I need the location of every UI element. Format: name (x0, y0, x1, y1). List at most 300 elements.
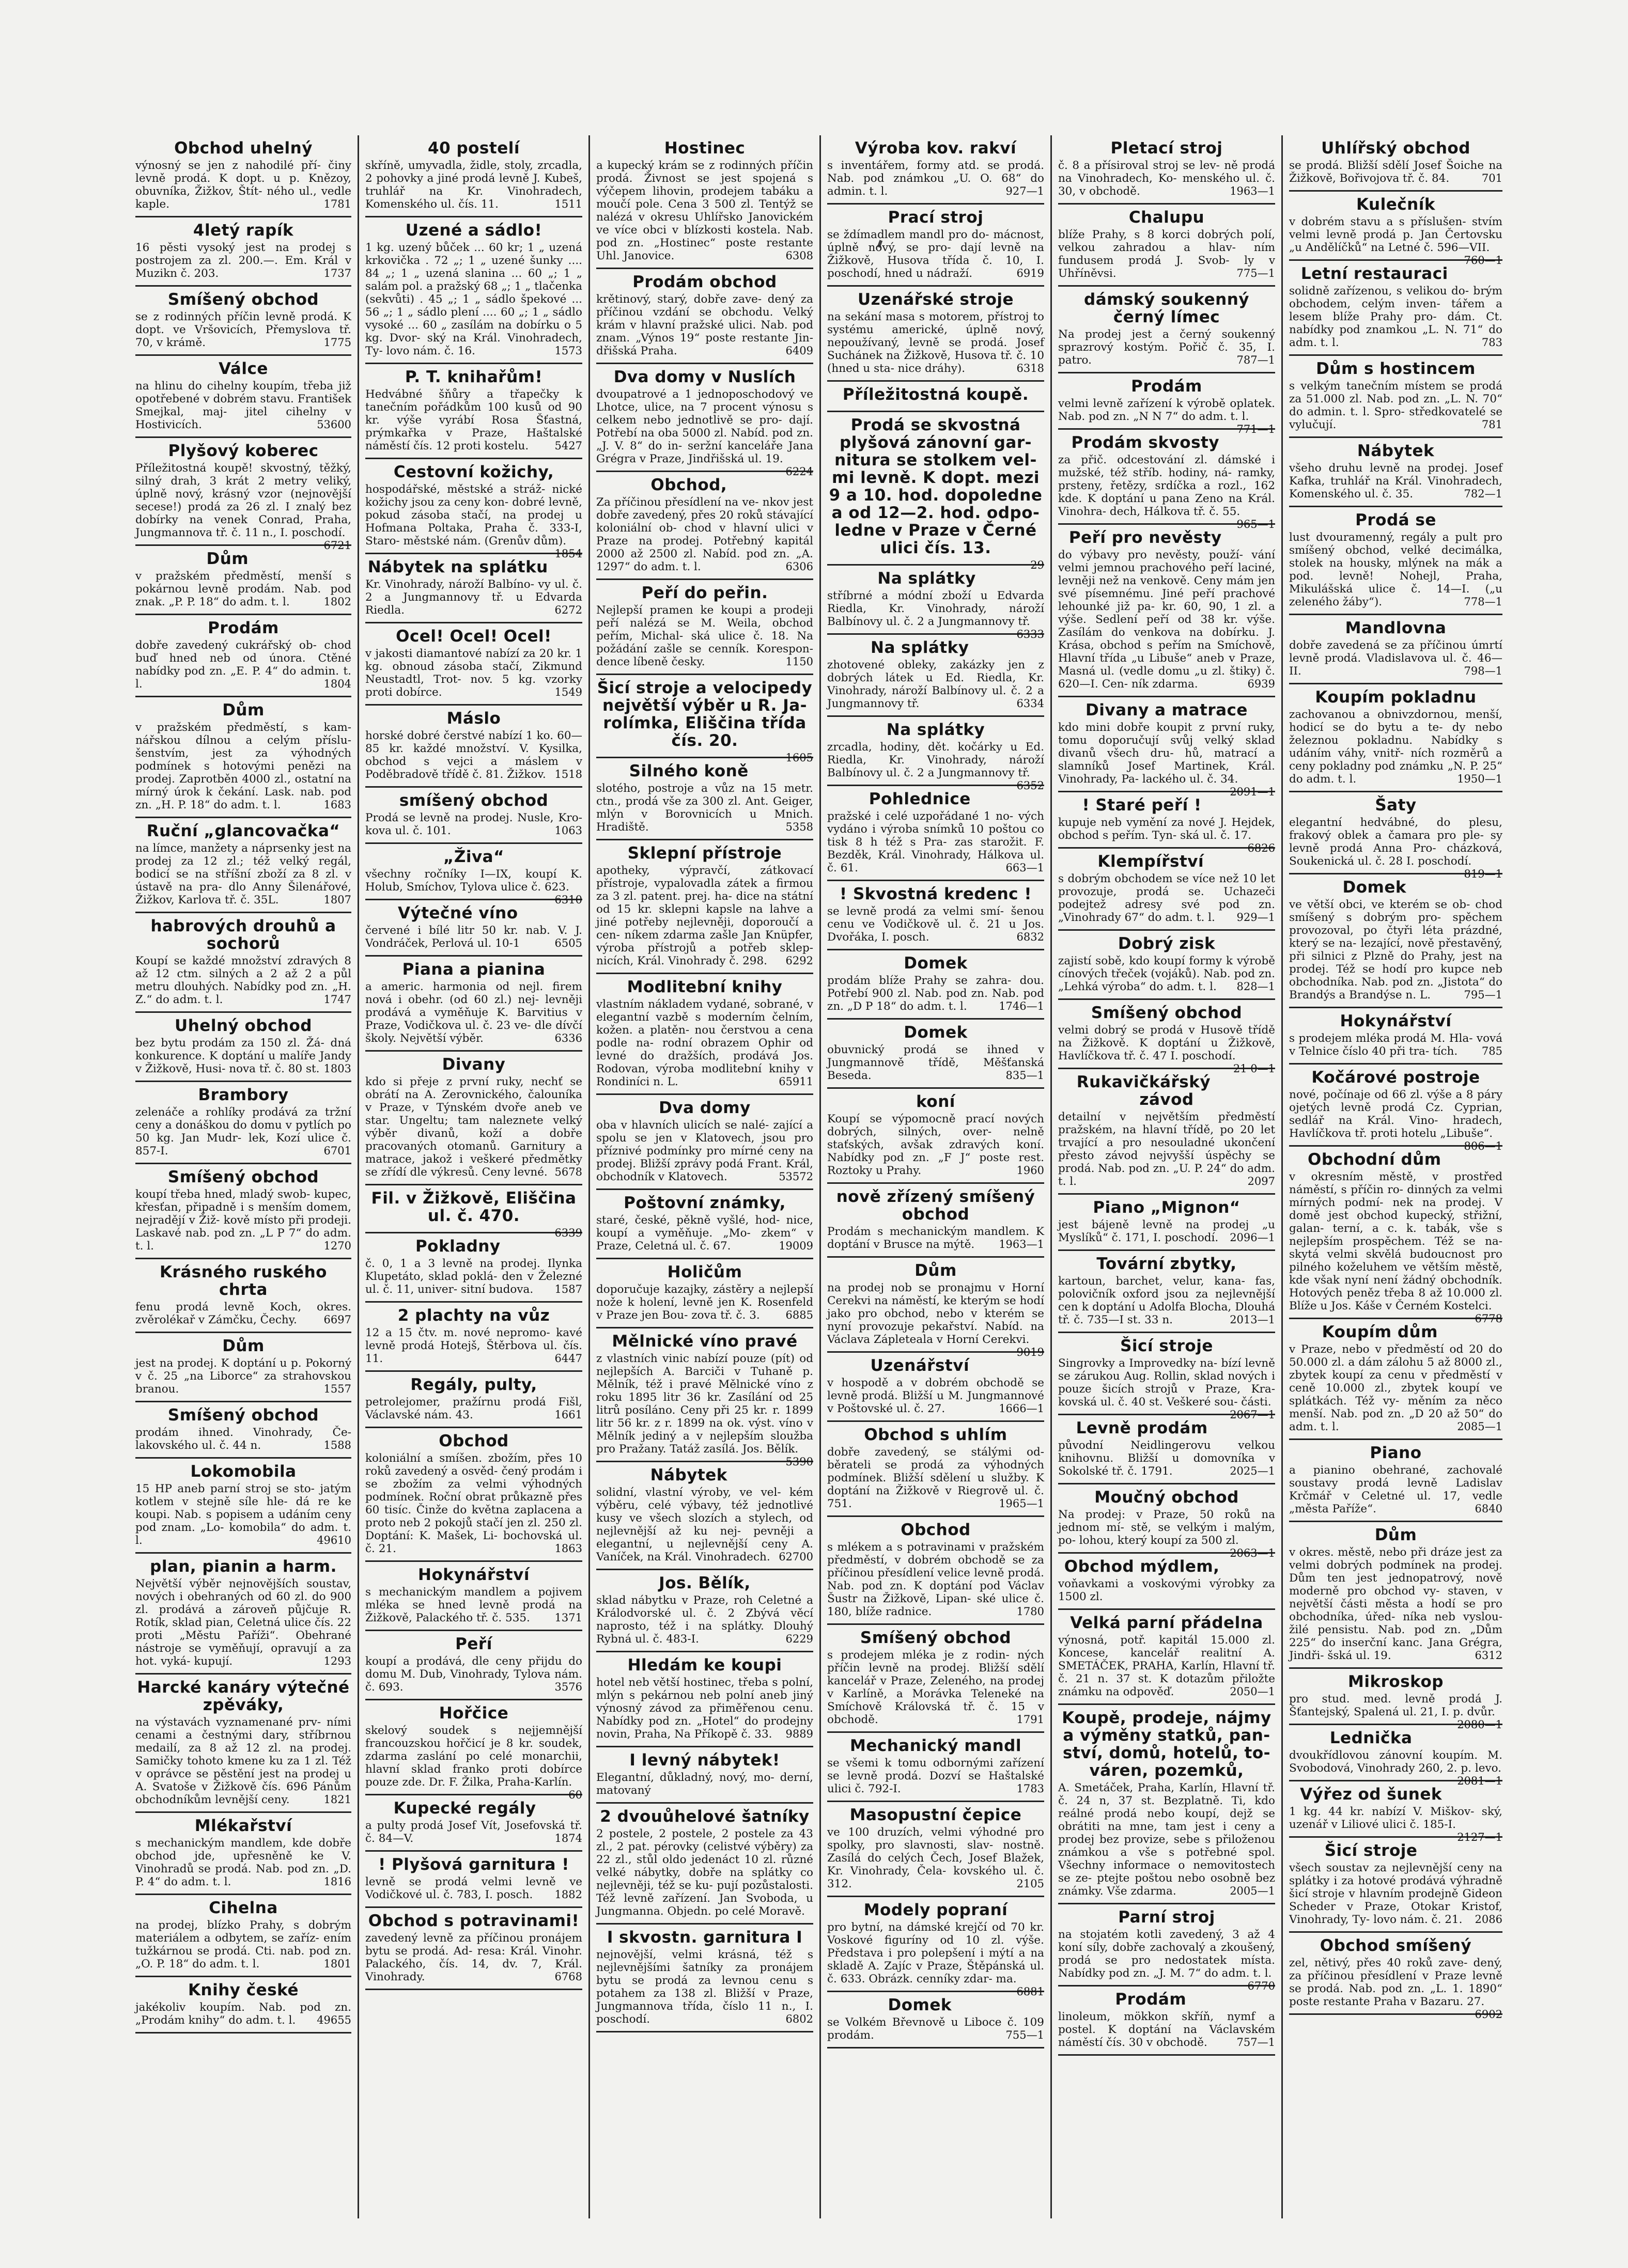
ad-body: zrcadla, hodiny, dět. kočárky u Ed. Riedla, Kr. Vinohrady, nároží Balbínovy ul. č. 2 a Jungmannovy tř. (827, 741, 1044, 779)
ad-text (827, 1649, 1044, 1726)
ad-number: 1781 (323, 198, 351, 210)
ad-number: 1965—1 (999, 1497, 1044, 1510)
classified-ad (365, 554, 582, 623)
ad-body: všech soustav za nejlevnější ceny na splátky i za hotové prodává výhradně šicí stroje v hlavním prodejně Gideon Scheder v Praze, Otokar Kristof, Vinohrady, Ty- lovo nám. č. 21. (1289, 1862, 1502, 1926)
classified-column (1284, 135, 1508, 2218)
ad-text (365, 388, 582, 452)
ad-number: 1960 (1016, 1164, 1044, 1177)
ad-text (135, 639, 351, 691)
ad-heading: Masopustní čepice (849, 1806, 1022, 1824)
ad-body: Prodám s mechanickým mandlem. K doptání v Brusce na mýtě. (827, 1225, 1044, 1251)
ad-number: 798—1 (1464, 665, 1502, 677)
ad-number: 2105 (1016, 1878, 1044, 1890)
classified-ad (1289, 192, 1502, 267)
classified-ad (1289, 1440, 1502, 1522)
classified-column (360, 135, 587, 2218)
ad-text (1058, 549, 1275, 691)
ad-body: Singrovky a Improvedky na- bízí levně se zárukou Aug. Rollin, sklad nových i pouze šicích strojů v Praze, Kra- kovská ul. č. 40 st. Veškeré sou- části. (1058, 1357, 1275, 1409)
ad-text (135, 1426, 351, 1452)
ad-heading: Hořčice (439, 1704, 509, 1723)
ad-number: 6505 (554, 937, 582, 949)
classified-ad (365, 1303, 582, 1372)
ad-heading: dámský soukenný černý límec (1084, 290, 1249, 326)
ad-text (596, 1119, 813, 1183)
classified-ad (596, 1190, 813, 1259)
ad-body: zhotovené obleky, zakázky jen z dobrých látek u Ed. Riedla, Kr. Vinohrady, nároží Balbínovy ul. č. 2 a Jungmannovy tř. (827, 659, 1044, 710)
ad-heading: Uzené a sádlo! (405, 221, 542, 240)
ad-body: 1 kg. 44 kr. nabízí V. Miškov- ský, uzenář v Liliové ulici č. 185-I. (1289, 1805, 1502, 1831)
ad-body: vlastním nákladem vydané, sobrané, v elegantní vazbě s moderním čelním, kožen. a platěn- nou čerstvou a cena podle na- rodní obrazem Ophir od levné do dražších, prodává Jos. Rodovan, výroba modlitební knihy v Rondiníci n. L. (596, 998, 813, 1088)
ad-number: 663—1 (1005, 862, 1044, 874)
ad-heading: Pletací stroj (1110, 139, 1223, 158)
classified-ad (827, 1517, 1044, 1625)
ad-text (1289, 816, 1502, 880)
ad-body: prodám blíže Prahy se zahra- dou. Potřebí 900 zl. Nab. pod zn. Nab. pod zn. „D P 18“ do adm. t. l. (827, 974, 1044, 1013)
ad-text (596, 998, 813, 1088)
ad-body: oba v hlavních ulicích se nalé- zající a spolu se jen v Klatovech, jsou pro příznivé podmínky pro mírné ceny na prodej. Bližší zprávy podá Frant. Král, obchodník v Klatovech. (596, 1119, 813, 1183)
ad-number: 5358 (785, 821, 813, 833)
ad-text (827, 2016, 1044, 2042)
classified-ad (596, 1747, 813, 1804)
ad-body: na stojatém kotli zavedený, 3 až 4 koní síly, dobře zachovalý a zkoušený, prodá se pro nedostatek místa. Nabídky pod zn. „J. M. 7“ do adm. t. l. (1058, 1928, 1275, 1980)
ad-heading: Krásného ruského chrta (160, 1263, 327, 1299)
ad-heading: Holičům (667, 1263, 742, 1281)
column-rule (588, 135, 590, 2218)
ad-number: 6697 (323, 1313, 351, 1326)
ad-heading: Prodám (1115, 1990, 1187, 2009)
ad-body: lust dvouramenný, regály a pult pro smíšený obchod, velké decimálka, stolek na housky, mlýnek na mák a pod. levně! Nohejl, Praha, Mikulášská ulice č. 14—I. („u zeleného žáby“). (1289, 531, 1502, 608)
ad-body: apotheky, výpravčí, zátkovací přístroje, vypalovadla zátek a firmou za 3 zl. patent. prej. ha- dice na státní od 15 kr. sklepni kapsle na lahve a jiné potřeby nejlevněji, doporoučí a cen- níkem zdarma zašle Jan Knüpfer, výroba přístrojů a potřeb sklep- nicích, Král. Vinohrady č. 298. (596, 864, 813, 967)
ad-body: se prodá. Bližší sdělí Josef Šoiche na Žižkově, Bořivojova tř. č. 84. (1289, 159, 1502, 185)
ad-text (1058, 453, 1275, 530)
ad-heading: Mikroskop (1348, 1672, 1444, 1691)
ad-body: zelenáče a rohlíky prodává za tržní ceny a donáškou do domu v pytlích po 50 kg. Jan Mudr- lek, Kozí ulice č. 857-I. (135, 1106, 351, 1158)
classified-ad (1289, 135, 1502, 192)
classified-ad (365, 623, 582, 706)
ad-number: 1783 (1016, 1782, 1044, 1795)
ad-heading: Lednička (1329, 1729, 1413, 1747)
ad-text (1058, 1024, 1275, 1075)
ad-text (1058, 816, 1275, 854)
ad-heading: Uzenářské stroje (857, 290, 1014, 309)
ad-number: 49655 (317, 2014, 351, 2026)
ad-number: 1511 (554, 198, 582, 210)
classified-ad (827, 635, 1044, 717)
ad-heading: Obchod uhelný (174, 139, 313, 158)
ad-heading: Obchod s potravinami! (368, 1912, 580, 1930)
ad-body: zachovanou a obnivzdornou, menší, hodicí se do bytu a te- dy nebo železnou pokladnu. Nabídky s udáním váhy, vnitř- ních rozměrů a ceny pokladny pod známku „N. P. 25“ do adm. t. l. (1289, 708, 1502, 786)
ad-body: s inventářem, formy atd. se prodá. Nab. pod známkou „U. O. 68“ do admin. t. l. (827, 159, 1044, 198)
classified-ad (596, 758, 813, 840)
ad-heading: Uhelný obchod (175, 1016, 312, 1035)
ad-body: se ždímadlem mandl pro do- mácnost, úplně nový, se pro- dají levně na Žižkově, Husova třída č. 10, I. poschodí, hned u nádraží. (827, 228, 1044, 280)
ad-text (827, 810, 1044, 874)
ad-body: dobře zavedený, se stálými od- běrateli se prodá za výhodných podmínek. Bližší sdělení u služby. K doptání na Žižkově v Riegrově ul. č. 751. (827, 1446, 1044, 1510)
ad-text (365, 868, 582, 906)
ad-number: 6272 (554, 604, 582, 616)
ad-text (365, 729, 582, 781)
ad-number: 755—1 (1005, 2029, 1044, 2041)
ad-text (1058, 328, 1275, 367)
classified-ad (365, 1052, 582, 1185)
ad-number: 3576 (554, 1681, 582, 1693)
ad-body: původní Neidlingerovu velkou knihovnu. Bližší u domovníka v Sokolské tř. č. 1791. (1058, 1439, 1275, 1478)
ad-text (1058, 1357, 1275, 1421)
ad-body: 2 postele, 2 postele, 2 postele za 43 zl., 2 pat. pérovky (celistvé výběry) za 22 zl., stůl oldo jedenáct 10 zl. různé velké nábytky, dobře na splátky co nejlevněji, též se ku- pují pozůstalosti. Též levně zařízení. Jan Svoboda, u Jungmanna. Objedn. po celé Moravě. (596, 1827, 813, 1918)
classified-ad (827, 287, 1044, 382)
classified-ad (365, 1562, 582, 1631)
ad-heading: Obchod smíšený (1320, 1936, 1472, 1955)
ad-body: za přič. odcestování zl. dámské i mužské, též stříb. hodiny, ná- ramky, prsteny, řetězy, srdíčka a rozl., 162 kde. K doptání u pana Zeno na Král. Vinohra- dech, Hálkova tř. č. 55. (1058, 453, 1275, 518)
ad-body: se levně prodá za velmi smí- šenou cenu ve Vodičkově ul. č. 21 u Jos. Dvořáka, I. posch. (827, 905, 1044, 944)
classified-ad (135, 818, 351, 913)
ad-text (827, 1225, 1044, 1251)
ad-number: 6768 (554, 1970, 582, 1983)
ad-heading: Obchodní dům (1308, 1150, 1441, 1169)
classified-ad (596, 1095, 813, 1190)
ad-body: v dobrém stavu a s příslušen- stvím velmi levně prodá p. Jan Čertovsku „u Andělíčků“ na Letné č. 596—VII. (1289, 215, 1502, 254)
ad-text (365, 647, 582, 699)
ad-text (135, 1037, 351, 1075)
ad-number: 6306 (785, 560, 813, 573)
ad-number: 701 (1481, 172, 1502, 184)
ad-heading: 2 plachty na vůz (397, 1306, 550, 1325)
classified-ad (365, 459, 582, 560)
ad-number: 927—1 (1005, 185, 1044, 197)
ad-body: a americ. harmonia od nejl. firem nová i obehr. (od 60 zl.) nej- levněji prodává a vyměňuje K. Barvitius v Praze, Vodičkova ul. č. 23 ve- dle dívčí školy. Největší výběr. (365, 980, 582, 1045)
ad-heading: Dům (222, 1337, 265, 1355)
ad-body: dvoupatrové a 1 jednoposchodový ve Lhotce, ulice, na 7 procent výnosu s celkem nebo jednotlivě se pro- dají. Potřebí na oba 5000 zl. Nabíd. pod zn. „J. V. 8“ do in- seržní kanceláře Jana Grégra v Praze, Jindřišská ul. 19. (596, 388, 813, 465)
ad-heading: Peří (455, 1635, 492, 1653)
ad-number: 6312 (1475, 1649, 1502, 1662)
classified-ad (1058, 1705, 1275, 1904)
ad-text (1058, 955, 1275, 993)
ad-number: 2050—1 (1230, 1685, 1275, 1698)
ad-number: 785 (1481, 1045, 1502, 1057)
ad-heading: Dům (914, 1261, 957, 1280)
classified-column (591, 135, 818, 2218)
ad-heading: Levně prodám (1076, 1419, 1208, 1437)
ad-number: 1804 (323, 678, 351, 690)
classified-ad (827, 1625, 1044, 1733)
classified-ad (135, 1402, 351, 1459)
classified-column (1053, 135, 1280, 2218)
classified-ad (596, 1652, 813, 1747)
ad-text (365, 1075, 582, 1179)
ad-heading: plan, pianin a harm. (150, 1557, 337, 1576)
ad-text (1058, 1218, 1275, 1244)
ad-number: 6832 (1016, 931, 1044, 943)
ad-body: pražské i celé uzpořádané 1 no- vých vydáno i výroba snímků 10 poštou co tisk 8 h též s Pra- zas starožit. F. Bezděk, Král. Vinohrady, Hálkova ul. č. 61. (827, 810, 1044, 874)
classified-ad (1289, 261, 1502, 356)
ad-heading: Chalupu (1128, 208, 1205, 227)
ad-text (1289, 1170, 1502, 1325)
ad-number: 6701 (323, 1145, 351, 1157)
classified-ad (1058, 1069, 1275, 1195)
ad-heading: Plyšový koberec (168, 442, 319, 460)
ad-heading: Moučný obchod (1094, 1488, 1239, 1507)
ad-heading: Dva domy v Nuslích (613, 368, 796, 386)
ad-number: 1557 (323, 1383, 351, 1395)
ad-number: 2005—1 (1230, 1885, 1275, 1897)
ad-heading: Parní stroj (1118, 1908, 1215, 1927)
ad-body: stříbrné a módní zboží u Edvarda Riedla, Kr. Vinohrady, nároží Balbínovy ul. č. 2 a Jungmannovy tř. (827, 589, 1044, 628)
newspaper-classified-page (130, 135, 1508, 2218)
ad-body: všechny ročníky I—IX, koupí K. Holub, Smíchov, Tylova ulice č. 623. (365, 868, 582, 894)
classified-ad (1058, 205, 1275, 287)
ad-body: Elegantní, důkladný, nový, mo- derní, matovaný (596, 1771, 813, 1797)
ad-heading: Peří do peřin. (641, 584, 768, 602)
ad-text (135, 380, 351, 431)
ad-number: 29 (1030, 559, 1044, 571)
ad-heading: Koupím pokladnu (1315, 688, 1477, 707)
classified-ad (365, 1428, 582, 1562)
ad-text (365, 924, 582, 950)
ad-number: 2081—1 (1457, 1775, 1502, 1787)
ad-number: 1775 (323, 336, 351, 349)
ad-body: hotel neb větší hostinec, třeba s polní, mlýn s pekárnou neb polní aneb jiný výnosný závod za přiměřenou cenu. Nabídky pod zn. „Hotel“ do prodejny novin, Praha, Na Příkopě č. 33. (596, 1676, 813, 1741)
ad-body: s mechanickým mandlem a pojivem mléka se hned levně prodá na Žižkově, Palackého tř. č. 535. (365, 1586, 582, 1624)
ad-text (827, 741, 1044, 792)
classified-ad (365, 900, 582, 957)
ad-heading: Brambory (198, 1086, 289, 1104)
classified-ad (365, 1372, 582, 1428)
ad-text (827, 1921, 1044, 1998)
ad-heading: Piano „Mignon“ (1093, 1198, 1241, 1217)
classified-ad (827, 717, 1044, 792)
classified-ad (1058, 430, 1275, 530)
ad-body: zajistí sobě, kdo koupí formy k výrobě cínových třeček (vojáků). Nab. pod zn. „Lehká výroba“ do adm. t. l. (1058, 955, 1275, 993)
ad-number: 2067—1 (1230, 1409, 1275, 1421)
ad-number: 1821 (323, 1793, 351, 1806)
ad-heading: Smíšený obchod (167, 1406, 319, 1425)
ad-text (827, 1541, 1044, 1618)
classified-ad (596, 840, 813, 974)
ad-text (1058, 1508, 1275, 1559)
ad-number: 6409 (785, 345, 813, 357)
ad-number: 2097 (1247, 1175, 1275, 1187)
ad-number: 1666—1 (999, 1402, 1044, 1415)
ad-heading: Mechanický mandl (849, 1737, 1022, 1755)
ad-text (1289, 639, 1502, 678)
ad-text (365, 1396, 582, 1421)
ad-heading: Prodám (1131, 377, 1202, 396)
ad-number: 1874 (554, 1832, 582, 1844)
ad-body: na výstavách vyznamenané prv- ními cenami a čestnými dary, stříbrnou medailí, za 8 až 12 zl. na prodej. Samičky tohoto kmene ku za 1 zl. Též v oprávce se pěstění jest na prodej u A. Svatoše v Žižkově čís. 696 Pánům obchodníkům levnější ceny. (135, 1716, 351, 1806)
ad-text (596, 1827, 813, 1918)
ad-body: detailní v největším předměstí pražském, na hlavní třídě, po 20 let trvající a pro nesouladné ukončení přesto závod nejvyšší úspěchy se prodá. Nab. pod zn. „U. P. 24“ do adm. t. l. (1058, 1110, 1275, 1188)
ad-text (827, 1113, 1044, 1177)
ad-heading: Koupím dům (1322, 1323, 1438, 1341)
ad-text (135, 570, 351, 608)
ad-body: pro stud. med. levně prodá J. Šťantejský, Spalená ul. 21, I. p. dvůr. (1289, 1693, 1502, 1718)
ad-body: sklad nábytku v Praze, roh Celetné a Králodvorské ul. č. 2 Zbývá věcí naprosto, též i na splátky. Dlouhý Rybná ul. č. 483-I. (596, 1594, 813, 1646)
column-rule (1050, 135, 1052, 2218)
ad-heading: Modely popraní (863, 1901, 1008, 1919)
ad-body: v hospodě a v dobrém obchodě se levně prodá. Bližší u M. Jungmannové v Poštovské ul. č. 27. (827, 1377, 1044, 1415)
ad-number: 787—1 (1236, 354, 1275, 366)
ad-text (1289, 1032, 1502, 1058)
ad-body: a pulty prodá Josef Vít, Josefovská tř. č. 84—V. (365, 1819, 582, 1845)
ad-text (827, 310, 1044, 375)
ad-number: 6721 (323, 539, 351, 552)
ad-heading: Domek (1342, 878, 1407, 897)
ad-text (365, 241, 582, 357)
ad-number: 6224 (785, 465, 813, 478)
classified-ad (827, 881, 1044, 950)
ad-heading: Obchod (439, 1432, 509, 1450)
ad-heading: nově zřízený smíšený obchod (836, 1187, 1035, 1224)
ad-number: 2086 (1475, 1913, 1502, 1926)
ad-heading: ! Plyšová garnitura ! (378, 1855, 569, 1874)
ad-number: 6352 (1016, 779, 1044, 792)
ad-text (596, 1214, 813, 1253)
classified-ad (135, 1333, 351, 1402)
classified-ad (1289, 1781, 1502, 1843)
ad-body: nejnovější, velmi krásná, též s nejlevnějšími šatníky za pronájem bytu se prodá za levnou cenu s potahem za 138 zl. Bližší v Praze, Jungmannova třída, číslo 11 n., I. poschodí. (596, 1948, 813, 2026)
ad-heading: Obchod, (650, 476, 727, 494)
ad-body: pro bytní, na dámské krejčí od 70 kr. Voskové figuríny od 10 zl. výše. Představa i pro polepšení i mýtí a na skladě A. Zajíc v Praze, Štěpánská ul. č. 633. Obrázk. cenníky zdar- ma. (827, 1921, 1044, 1985)
ad-heading: Knihy české (188, 1981, 299, 1999)
ad-text (596, 1676, 813, 1741)
column-rule (819, 135, 821, 2218)
ad-heading: Hostinec (664, 139, 746, 158)
classified-ad (1289, 1008, 1502, 1065)
ad-text (827, 1377, 1044, 1415)
ad-number: 1587 (554, 1283, 582, 1295)
ad-text (365, 1932, 582, 1983)
ad-heading: Prodám (208, 619, 279, 637)
ad-heading: I levný nábytek! (629, 1751, 780, 1770)
ad-text (365, 980, 582, 1045)
ad-body: s mechanickým mandlem, kde dobře obchod jde, upřesněně ke V. Vinohradů se prodá. Nab. pod zn. „D. P. 4“ do adm. t. l. (135, 1837, 351, 1888)
ad-text (827, 974, 1044, 1013)
ad-number: 1573 (554, 345, 582, 357)
ad-number: 965—1 (1236, 518, 1275, 530)
ad-text (827, 905, 1044, 944)
classified-ad (135, 1675, 351, 1813)
ad-number: 6939 (1247, 678, 1275, 690)
ad-number: 1737 (323, 267, 351, 279)
ad-heading: Šicí stroje (1324, 1841, 1418, 1860)
ad-text (1289, 1862, 1502, 1926)
ad-body: na límce, manžety a náprsenky jest na prodej za 12 zl.; též velký regál, bodicí se na stříšní zboží za 8 zl. v ústavě na pra- dlo Anny Šilenářové, Žižkov, Karlova tř. č. 35L. (135, 842, 351, 906)
classified-ad (596, 472, 813, 580)
ad-body: doporučuje kazajky, zástěry a nejlepší nože k holení, levně jen K. Rosenfeld v Praze jen Bou- zova tř. č. 3. (596, 1283, 813, 1322)
classified-ad (827, 566, 1044, 640)
ad-number: 835—1 (1005, 1069, 1044, 1082)
ad-number: 778—1 (1464, 596, 1502, 608)
ad-body: č. 8 a přísiroval stroj se lev- ně prodá na Vinohradech, Ko- menského ul. č. 30, v obchodě. (1058, 159, 1275, 198)
ad-number: 2127—1 (1457, 1831, 1502, 1843)
ad-text (1289, 462, 1502, 500)
ad-heading: Prací stroj (888, 208, 984, 227)
ad-text (1058, 228, 1275, 280)
classified-ad (827, 1733, 1044, 1802)
classified-ad (596, 364, 813, 478)
ad-text (596, 1486, 813, 1563)
ad-text (365, 1257, 582, 1296)
classified-ad (365, 364, 582, 459)
ad-body: se Volkém Břevnově u Liboce č. 109 prodám. (827, 2016, 1044, 2042)
ad-heading: Pohlednice (869, 790, 971, 808)
ad-number: 6336 (554, 1032, 582, 1044)
classified-ad (1289, 507, 1502, 615)
ad-number: 6802 (785, 2013, 813, 2025)
classified-ad (827, 1184, 1044, 1258)
ad-number: 781 (1481, 418, 1502, 431)
ad-heading: Velká parní přádelna (1070, 1614, 1263, 1632)
classified-ad (596, 269, 813, 364)
classified-ad (1289, 1933, 1502, 2021)
ad-heading: Divany (442, 1055, 506, 1074)
classified-ad (827, 1020, 1044, 1089)
ad-heading: Dům s hostincem (1316, 359, 1476, 378)
ad-text (135, 1301, 351, 1326)
ad-text (596, 1948, 813, 2026)
ad-text (1289, 1088, 1502, 1152)
ad-number: 2013—1 (1230, 1313, 1275, 1326)
ad-body: slotého, postroje a vůz na 15 metr. ctn., prodá vše za 300 zl. Ant. Geiger, mlýn v Borovnicích u Mnich. Hradiště. (596, 782, 813, 834)
ad-body: červené i bílé litr 50 kr. nab. V. J. Vondráček, Perlová ul. 10-1 (365, 924, 582, 950)
ad-text (827, 1043, 1044, 1082)
ad-heading: 40 postelí (428, 139, 520, 158)
ad-body: velmi levně zařízení k výrobě oplatek. Nab. pod zn. „N N 7“ do adm. t. l. (1058, 397, 1275, 423)
ad-number: 53572 (779, 1170, 813, 1183)
ad-number: 6292 (785, 955, 813, 967)
ad-body: linoleum, mökkon skříň, nymf a postel. K doptání na Václavském náměstí čís. 30 v obchodě. (1058, 2010, 1275, 2049)
classified-ad (365, 217, 582, 364)
ad-heading: Nábytek (650, 1466, 727, 1484)
ad-text (1289, 1805, 1502, 1843)
ad-heading: Šicí stroje (1120, 1337, 1213, 1355)
ad-heading: Výroba kov. rakví (855, 139, 1017, 158)
ad-heading: Modlitební knihy (627, 978, 783, 996)
ad-text (135, 1357, 351, 1396)
ad-heading: Kupecké regály (393, 1799, 536, 1818)
ad-text (1289, 285, 1502, 349)
ad-text (1058, 2010, 1275, 2049)
ad-body: Největší výběr nejnovějších soustav, nových i obehraných od 60 zl. do 900 zl. prodává a zároveň půjčuje R. Rotík, sklad pian, Celetná ulice čís. 22 proti „Městu Paříži“. Obehrané nástroje se vyměňují, opravují a za hot. vyká- kupují. (135, 1577, 351, 1668)
classified-ad (596, 974, 813, 1095)
classified-ad (1289, 874, 1502, 1008)
ad-text (1289, 380, 1502, 431)
classified-ad (1058, 1987, 1275, 2056)
classified-ad (596, 675, 813, 764)
ad-heading: Uhlířský obchod (1321, 139, 1470, 158)
ad-number: 1963—1 (999, 1238, 1044, 1250)
classified-ad (1058, 1000, 1275, 1075)
ad-heading: Uzenářství (870, 1356, 970, 1375)
ad-body: Kr. Vinohrady, nároží Balbíno- vy ul. č. 2 a Jungmannovy tř. u Edvarda Riedla. (365, 578, 582, 617)
ad-number: 1950—1 (1457, 773, 1502, 785)
ad-text (1289, 215, 1502, 267)
classified-ad (1289, 1725, 1502, 1787)
ad-body: jest na prodej. K doptání u p. Pokorný v č. 25 „na Liborce“ za strahovskou branou. (135, 1357, 351, 1396)
ad-heading: Válce (219, 359, 268, 378)
classified-ad (135, 1459, 351, 1554)
ad-body: bez bytu prodám za 150 zl. Žá- dná konkurence. K doptání u malíře Jandy v Žižkově, Husi- nova tř. č. 80 st. (135, 1037, 351, 1075)
ad-body: a kupecký krám se z rodinných příčin prodá. Živnost se jest spojená s výčepem lihovin, prodejem tabáku a moučí pole. Cena 3 500 zl. Tentýž se nalézá v okresu Uhlířsko Janovickém ve více obci v blízkosti kostela. Nab. pod zn. „Hostinec“ poste restante Uhl. Janovice. (596, 159, 813, 262)
ad-body: skelový soudek s nejjemnější francouzskou hořčicí je 8 kr. soudek, zdarma zaslání po celé monarchii, hlavní sklad franko proti dobírce pouze zde. Dr. F. Žilka, Praha-Karlín. (365, 1724, 582, 1789)
ad-heading: Letní restauraci (1300, 264, 1448, 283)
ad-heading: Dva domy (659, 1099, 751, 1117)
ad-heading: Mandlovna (1345, 619, 1447, 637)
classified-ad (827, 1089, 1044, 1184)
ad-text (365, 159, 582, 211)
ad-heading: Nábytek (1357, 442, 1435, 460)
ad-text (596, 496, 813, 573)
